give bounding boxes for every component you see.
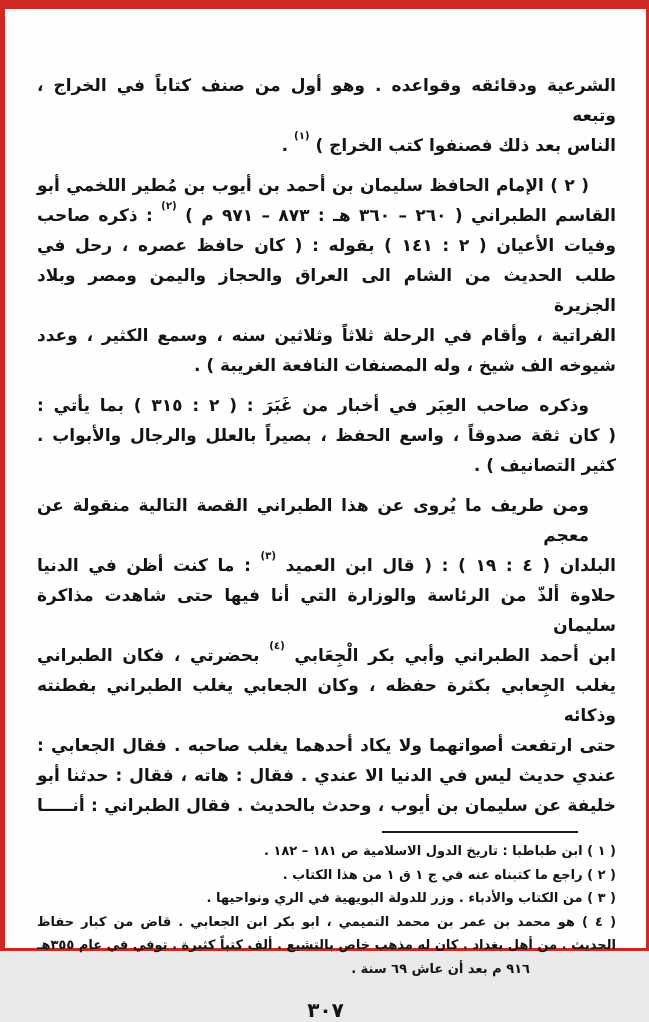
text-line: ابن أحمد الطبراني وأبي بكر الْجِعَابي $^{(٤)}$ بحضرتي ، فكان الطبراني [37,641,617,666]
paragraph [37,491,616,821]
text-line: ( ١ ) ابن طباطبا : تاريخ الدول الاسلامية ص ١٨١ – ١٨٢ . [263,844,616,859]
text-line: البلدان ( ٤ : ١٩ ) : ( قال ابن العميد $^{(٣)}$ : ما كنت أظن في الدنيا [37,551,616,576]
text-line: يغلب الجِعابي بكثرة حفظه ، وكان الجعابي يغلب الطبراني بفطنته وذكائه [37,676,616,726]
text-line: الناس بعد ذلك فصنفوا كتب الخراج ) $^{(١)}$ . [281,131,616,156]
text-line: طلب الحديث من الشام الى العراق والحجاز واليمن ومصر وبلاد الجزيرة [37,266,616,316]
text-line: ومن طريف ما يُروى عن هذا الطبراني القصة التالية منقولة عن معجم [37,496,589,546]
footnote-separator-rule [382,831,578,833]
text-line: ( ٤ ) هو محمد بن عمر بن محمد التميمي ، ابو بكر ابن الجعابي . قاض من كبار حفاظ [37,914,617,930]
text-line: ٩١٦ م بعد أن عاش ٦٩ سنة . [351,961,530,977]
text-line: وذكره صاحب العِبَر في أخبار من غَبَرَ : ( ٢ : ٣١٥ ) بما يأتي : [37,396,589,416]
text-line: ( ٢ ) راجع ما كتبناه عنه في ج ١ ق ١ من هذا الكتاب . [282,867,616,883]
text-line: حتى ارتفعت أصواتهما ولا يكاد أحدهما يغلب صاحبه . فقال الجعابي : [37,736,616,756]
page-content [5,9,646,981]
text-line: شيوخه الف شيخ ، وله المصنفات النافعة الغريبة ) . [193,356,616,376]
text-line: حلاوة ألذّ من الرئاسة والوزارة التي أنا فيها حتى شاهدت مذاكرة سليمان [37,586,616,636]
text-line: كثير التصانيف ) . [473,456,616,476]
text-line: ( ٢ ) الإمام الحافظ سليمان بن أحمد بن أيوب بن مُطير اللخمي أبو [37,176,589,196]
page-number: ٣٠٧ [307,998,344,1022]
text-line: عندي حديث ليس في الدنيا الا عندي . فقال : هاته ، فقال : حدثنا أبو [37,766,616,786]
text-line: ( ٣ ) من الكتاب والأدباء . وزر للدولة البويهية في الري ونواحيها . [206,891,616,906]
text-line: الفراتية ، وأقام في الرحلة ثلاثاً وثلاثين سنه ، وسمع الكثير ، وعدد [37,326,616,346]
footnotes-section [37,840,616,981]
paragraph [37,391,616,481]
paragraph [37,71,616,161]
paragraph [37,171,616,381]
text-line: خليفة عن سليمان بن أيوب ، وحدث بالحديث . فقال الطبراني : أنـــــا [37,796,616,816]
text-line: الشرعية ودقائقه وقواعده . وهو أول من صنف كتاباً في الخراج ، وتبعه [37,76,616,126]
text-line: الحديث . من أهل بغداد . كان له مذهب خاص بالتشيع . ألف كتباً كثيرة . توفي في عام ٣٥٥هـ [37,938,616,953]
text-line: وفيات الأعيان ( ٢ : ١٤١ ) بقوله : ( كان حافظ عصره ، رحل في [37,236,617,256]
text-line: القاسم الطبراني ( ٢٦٠ – ٣٦٠ هـ : ٨٧٣ – ٩٧١ م ) $^{(٢)}$ : ذكره صاحب [37,201,616,226]
text-line: ( كان ثقة صدوقاً ، واسع الحفظ ، بصيراً بالعلل والرجال والأبواب . [37,426,616,446]
